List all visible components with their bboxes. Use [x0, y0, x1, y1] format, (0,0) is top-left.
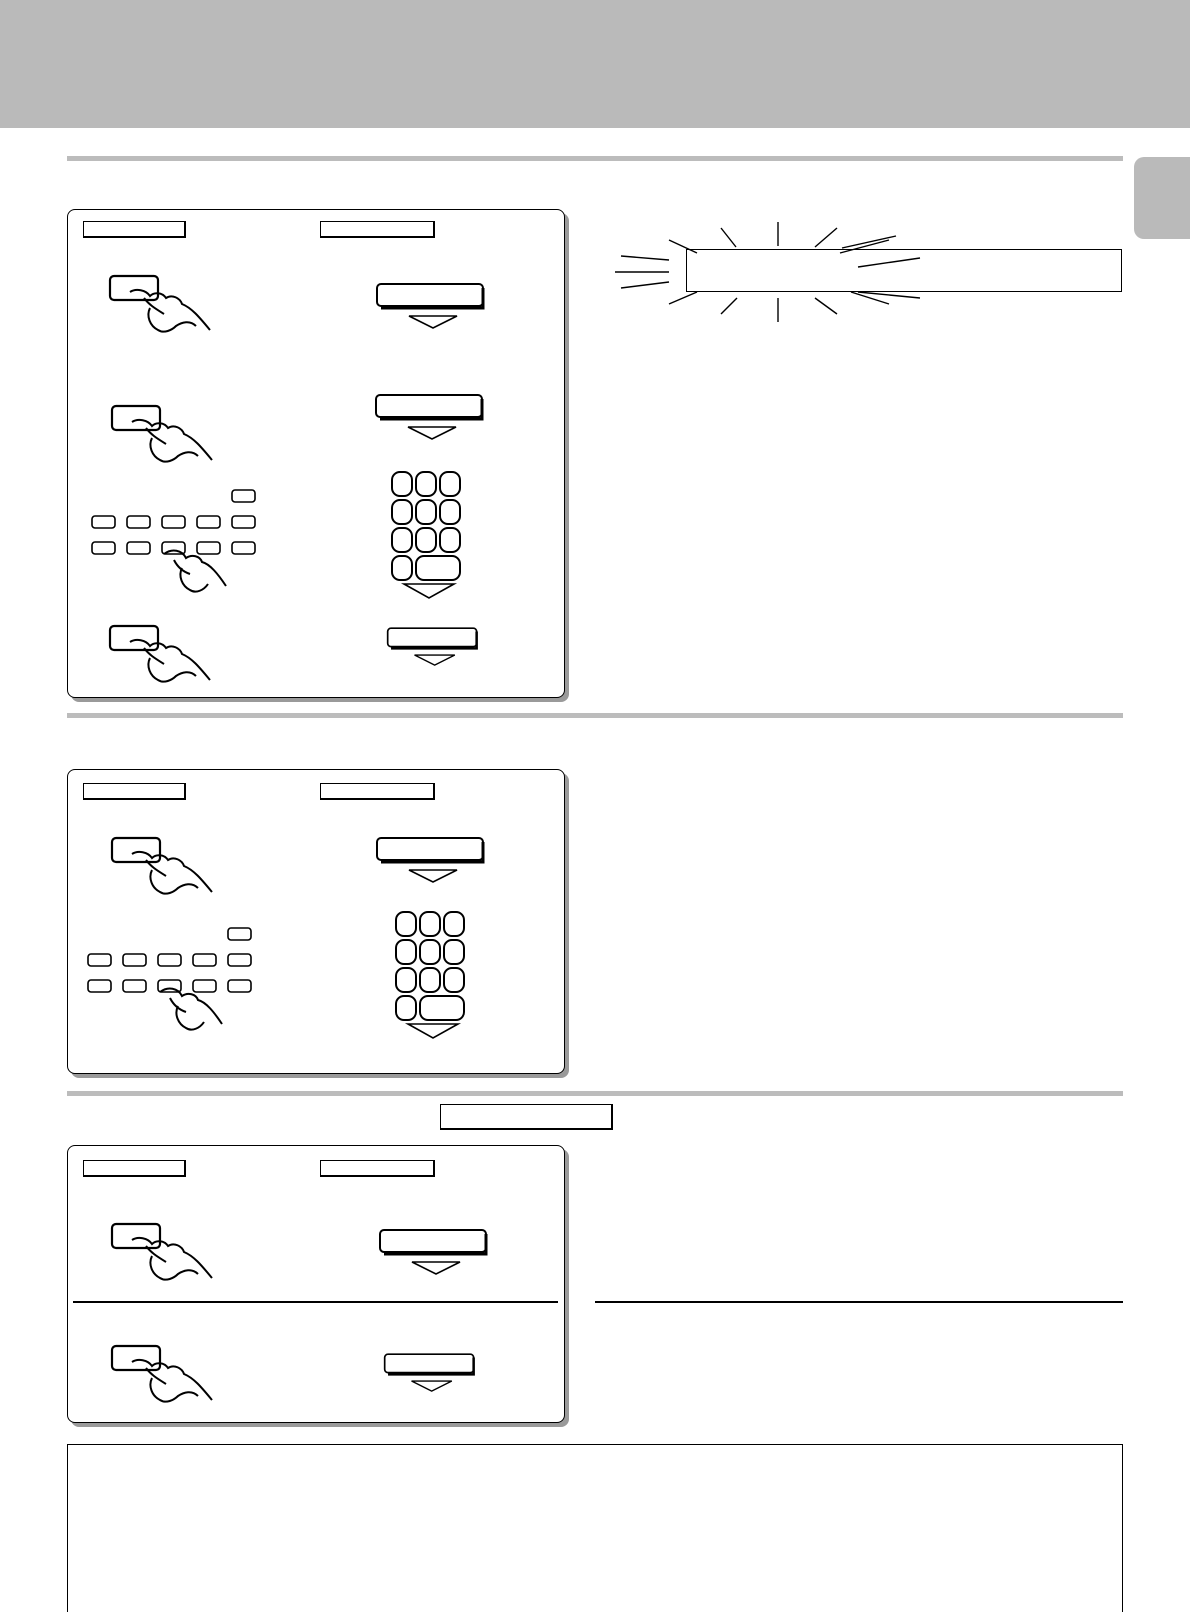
note-box — [67, 1444, 1123, 1612]
numeric-key-icon — [125, 514, 153, 530]
numeric-key-icon — [226, 926, 254, 942]
numeric-key-icon — [230, 514, 258, 530]
blink-rays-right-icon — [836, 234, 926, 304]
numeric-key-icon — [90, 540, 118, 556]
numeric-key-icon — [86, 978, 114, 994]
panel-divider — [73, 1301, 558, 1303]
numeric-key-icon — [121, 978, 149, 994]
hand-pressing-button-icon — [106, 620, 226, 690]
hand-pressing-button-icon — [108, 1218, 228, 1288]
section-side-tab — [1134, 157, 1190, 239]
display-indicator-icon — [374, 393, 486, 449]
section-divider — [67, 156, 1123, 161]
numeric-buttons-group — [90, 488, 265, 598]
hand-icon — [160, 546, 230, 596]
numeric-key-icon — [160, 514, 188, 530]
numeric-buttons-group — [86, 926, 261, 1036]
keypad-display-icon — [392, 908, 472, 1044]
numeric-key-icon — [230, 488, 258, 504]
numeric-key-icon — [125, 540, 153, 556]
section-heading-box — [440, 1104, 613, 1130]
hand-pressing-button-icon — [106, 270, 226, 340]
text-divider — [595, 1301, 1123, 1303]
display-indicator-icon — [375, 282, 487, 338]
hand-pressing-button-icon — [108, 1340, 228, 1410]
hand-pressing-button-icon — [108, 400, 228, 470]
numeric-key-icon — [226, 952, 254, 968]
numeric-key-icon — [121, 952, 149, 968]
display-indicator-icon — [378, 1228, 490, 1284]
hand-pressing-button-icon — [108, 832, 228, 902]
numeric-key-icon — [195, 514, 223, 530]
numeric-key-icon — [191, 952, 219, 968]
panel-label-display — [320, 221, 435, 238]
section-divider — [67, 713, 1123, 718]
hand-icon — [156, 984, 226, 1034]
panel-label-remote — [83, 1160, 186, 1177]
numeric-key-icon — [230, 540, 258, 556]
header-band — [0, 0, 1190, 128]
numeric-key-icon — [226, 978, 254, 994]
keypad-display-icon — [388, 468, 468, 604]
numeric-key-icon — [156, 952, 184, 968]
instruction-panel-3 — [67, 1145, 565, 1423]
display-indicator-icon — [383, 1352, 477, 1400]
section-divider — [67, 1091, 1123, 1096]
display-indicator-icon — [375, 836, 487, 892]
panel-label-display — [320, 783, 435, 800]
panel-label-remote — [83, 783, 186, 800]
numeric-key-icon — [90, 514, 118, 530]
instruction-panel-2 — [67, 769, 565, 1074]
display-indicator-icon — [386, 626, 480, 674]
instruction-panel-1 — [67, 209, 565, 698]
numeric-key-icon — [86, 952, 114, 968]
panel-label-display — [320, 1160, 435, 1177]
panel-label-remote — [83, 221, 186, 238]
